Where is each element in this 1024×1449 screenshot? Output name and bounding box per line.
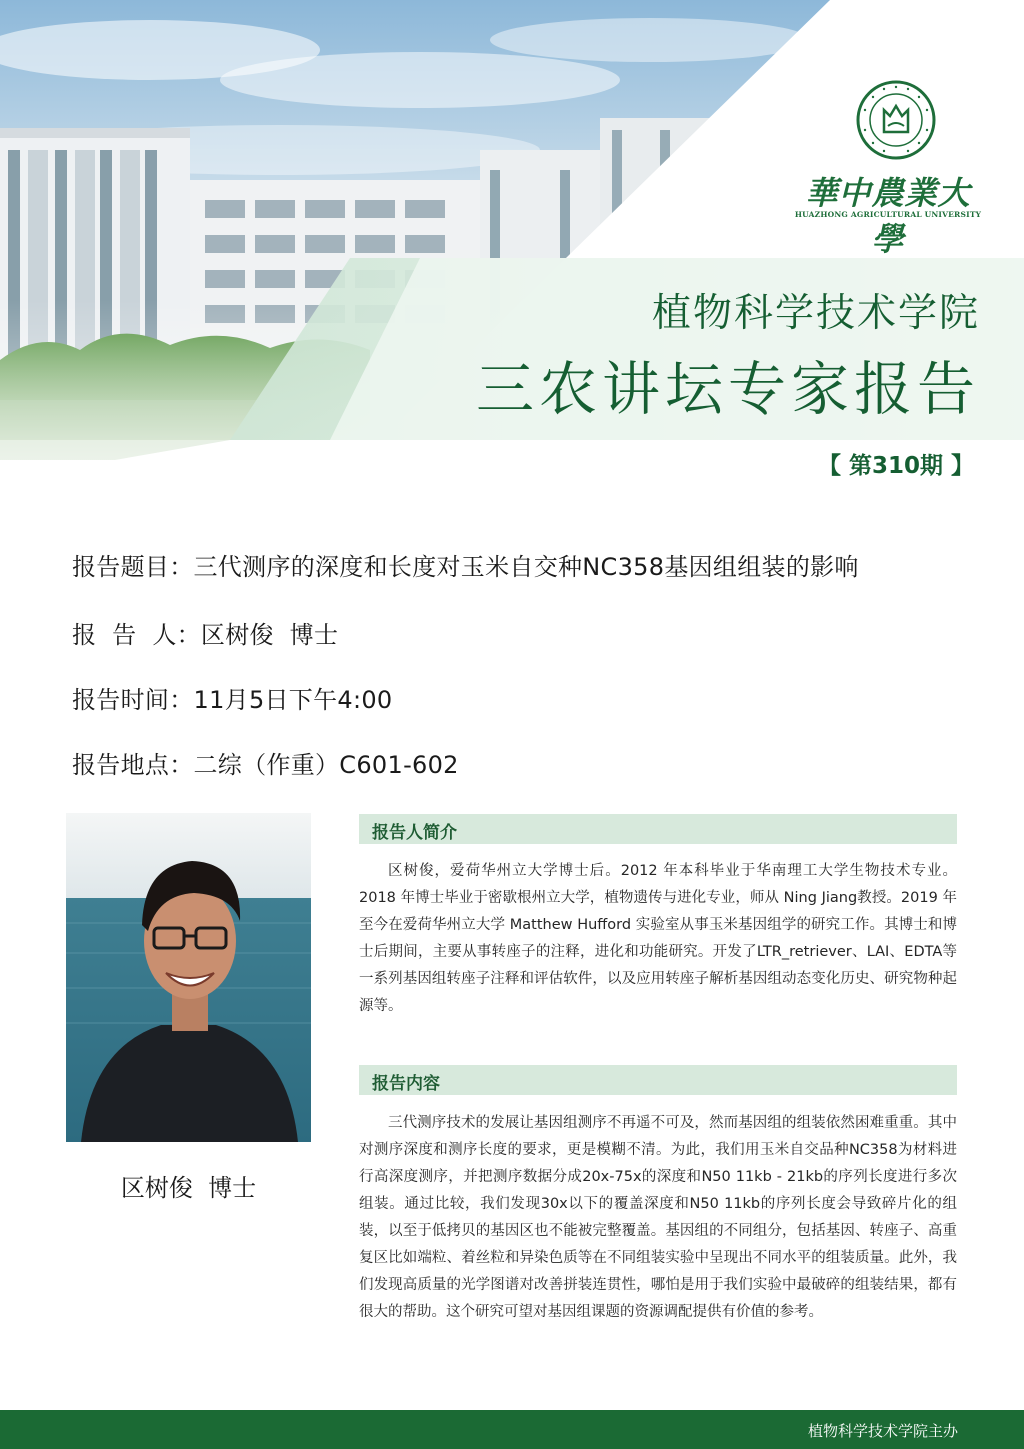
topic-value: 三代测序的深度和长度对玉米自交种NC358基因组组装的影响 <box>193 553 859 581</box>
content-heading-bar <box>359 1065 957 1095</box>
content-heading: 报告内容 <box>372 1074 440 1094</box>
report-series-title: 三农讲坛专家报告 <box>475 355 980 423</box>
bio-heading-bar <box>359 814 957 844</box>
speaker-value: 区树俊 博士 <box>200 621 339 649</box>
speaker-label: 报 告 人： <box>72 621 201 649</box>
bio-text: 区树俊，爱荷华州立大学博士后。2012 年本科毕业于华南理工大学生物技术专业。 2018 年博士毕业于密歇根州立大学，植物遗传与进化专业，师从 Ning Jiang教授。2019 年至今在爱荷华州立大学 Matthew Hufford 实验室从事玉米基因组学的研究工作。其博士和博士后期间，主要从事转座子的注释，进化和功能研究。开发了LTR_retriever、LAI、EDTA等一系列基因组转座子注释和评估软件，以及应用转座子解析基因组动态变化历史、研究物种起源等。 <box>359 863 957 1014</box>
place-row <box>72 745 459 780</box>
bio-heading: 报告人简介 <box>372 823 457 843</box>
speaker-portrait <box>66 813 311 1142</box>
time-value: 11月5日下午4:00 <box>193 686 393 714</box>
time-row <box>72 680 393 715</box>
topic-label: 报告题目： <box>72 553 194 581</box>
portrait-caption: 区树俊 博士 <box>120 1174 257 1202</box>
place-label: 报告地点： <box>72 751 194 779</box>
footer-organizer: 植物科学技术学院主办 <box>807 1422 958 1440</box>
topic-row <box>72 547 859 582</box>
time-label: 报告时间： <box>72 686 194 714</box>
place-value: 二综（作重）C601-602 <box>193 751 459 779</box>
university-name-cn: 華中農業大學 <box>805 174 971 258</box>
content-text: 三代测序技术的发展让基因组测序不再遥不可及，然而基因组的组装依然困难重重。其中对测序深度和测序长度的要求，更是模糊不清。为此，我们用玉米自交品种NC358为材料进行高深度测序，并把测序数据分成20x-75x的深度和N50 11kb - 21kb的序列长度进行多次组装。通过比较，我们发现30x以下的覆盖深度和N50 11kb的序列长度会导致碎片化的组装，以至于低拷贝的基因区也不能被完整覆盖。基因组的不同组分，包括基因、转座子、高重复区比如端粒、着丝粒和异染色质等在不同组装实验中呈现出不同水平的组装质量。此外，我们发现高质量的光学图谱对改善拼装连贯性，哪怕是用于我们实验中最破碎的组装结果，都有很大的帮助。这个研究可望对基因组课题的资源调配提供有价值的参考。 <box>359 1115 957 1320</box>
university-name-en: HUAZHONG AGRICULTURAL UNIVERSITY <box>794 210 982 219</box>
college-title: 植物科学技术学院 <box>651 291 980 336</box>
speaker-row <box>72 615 338 650</box>
issue-number: 【 第310期 】 <box>817 453 974 479</box>
university-seal-logo <box>856 80 936 160</box>
footer-bar <box>0 1410 1024 1449</box>
